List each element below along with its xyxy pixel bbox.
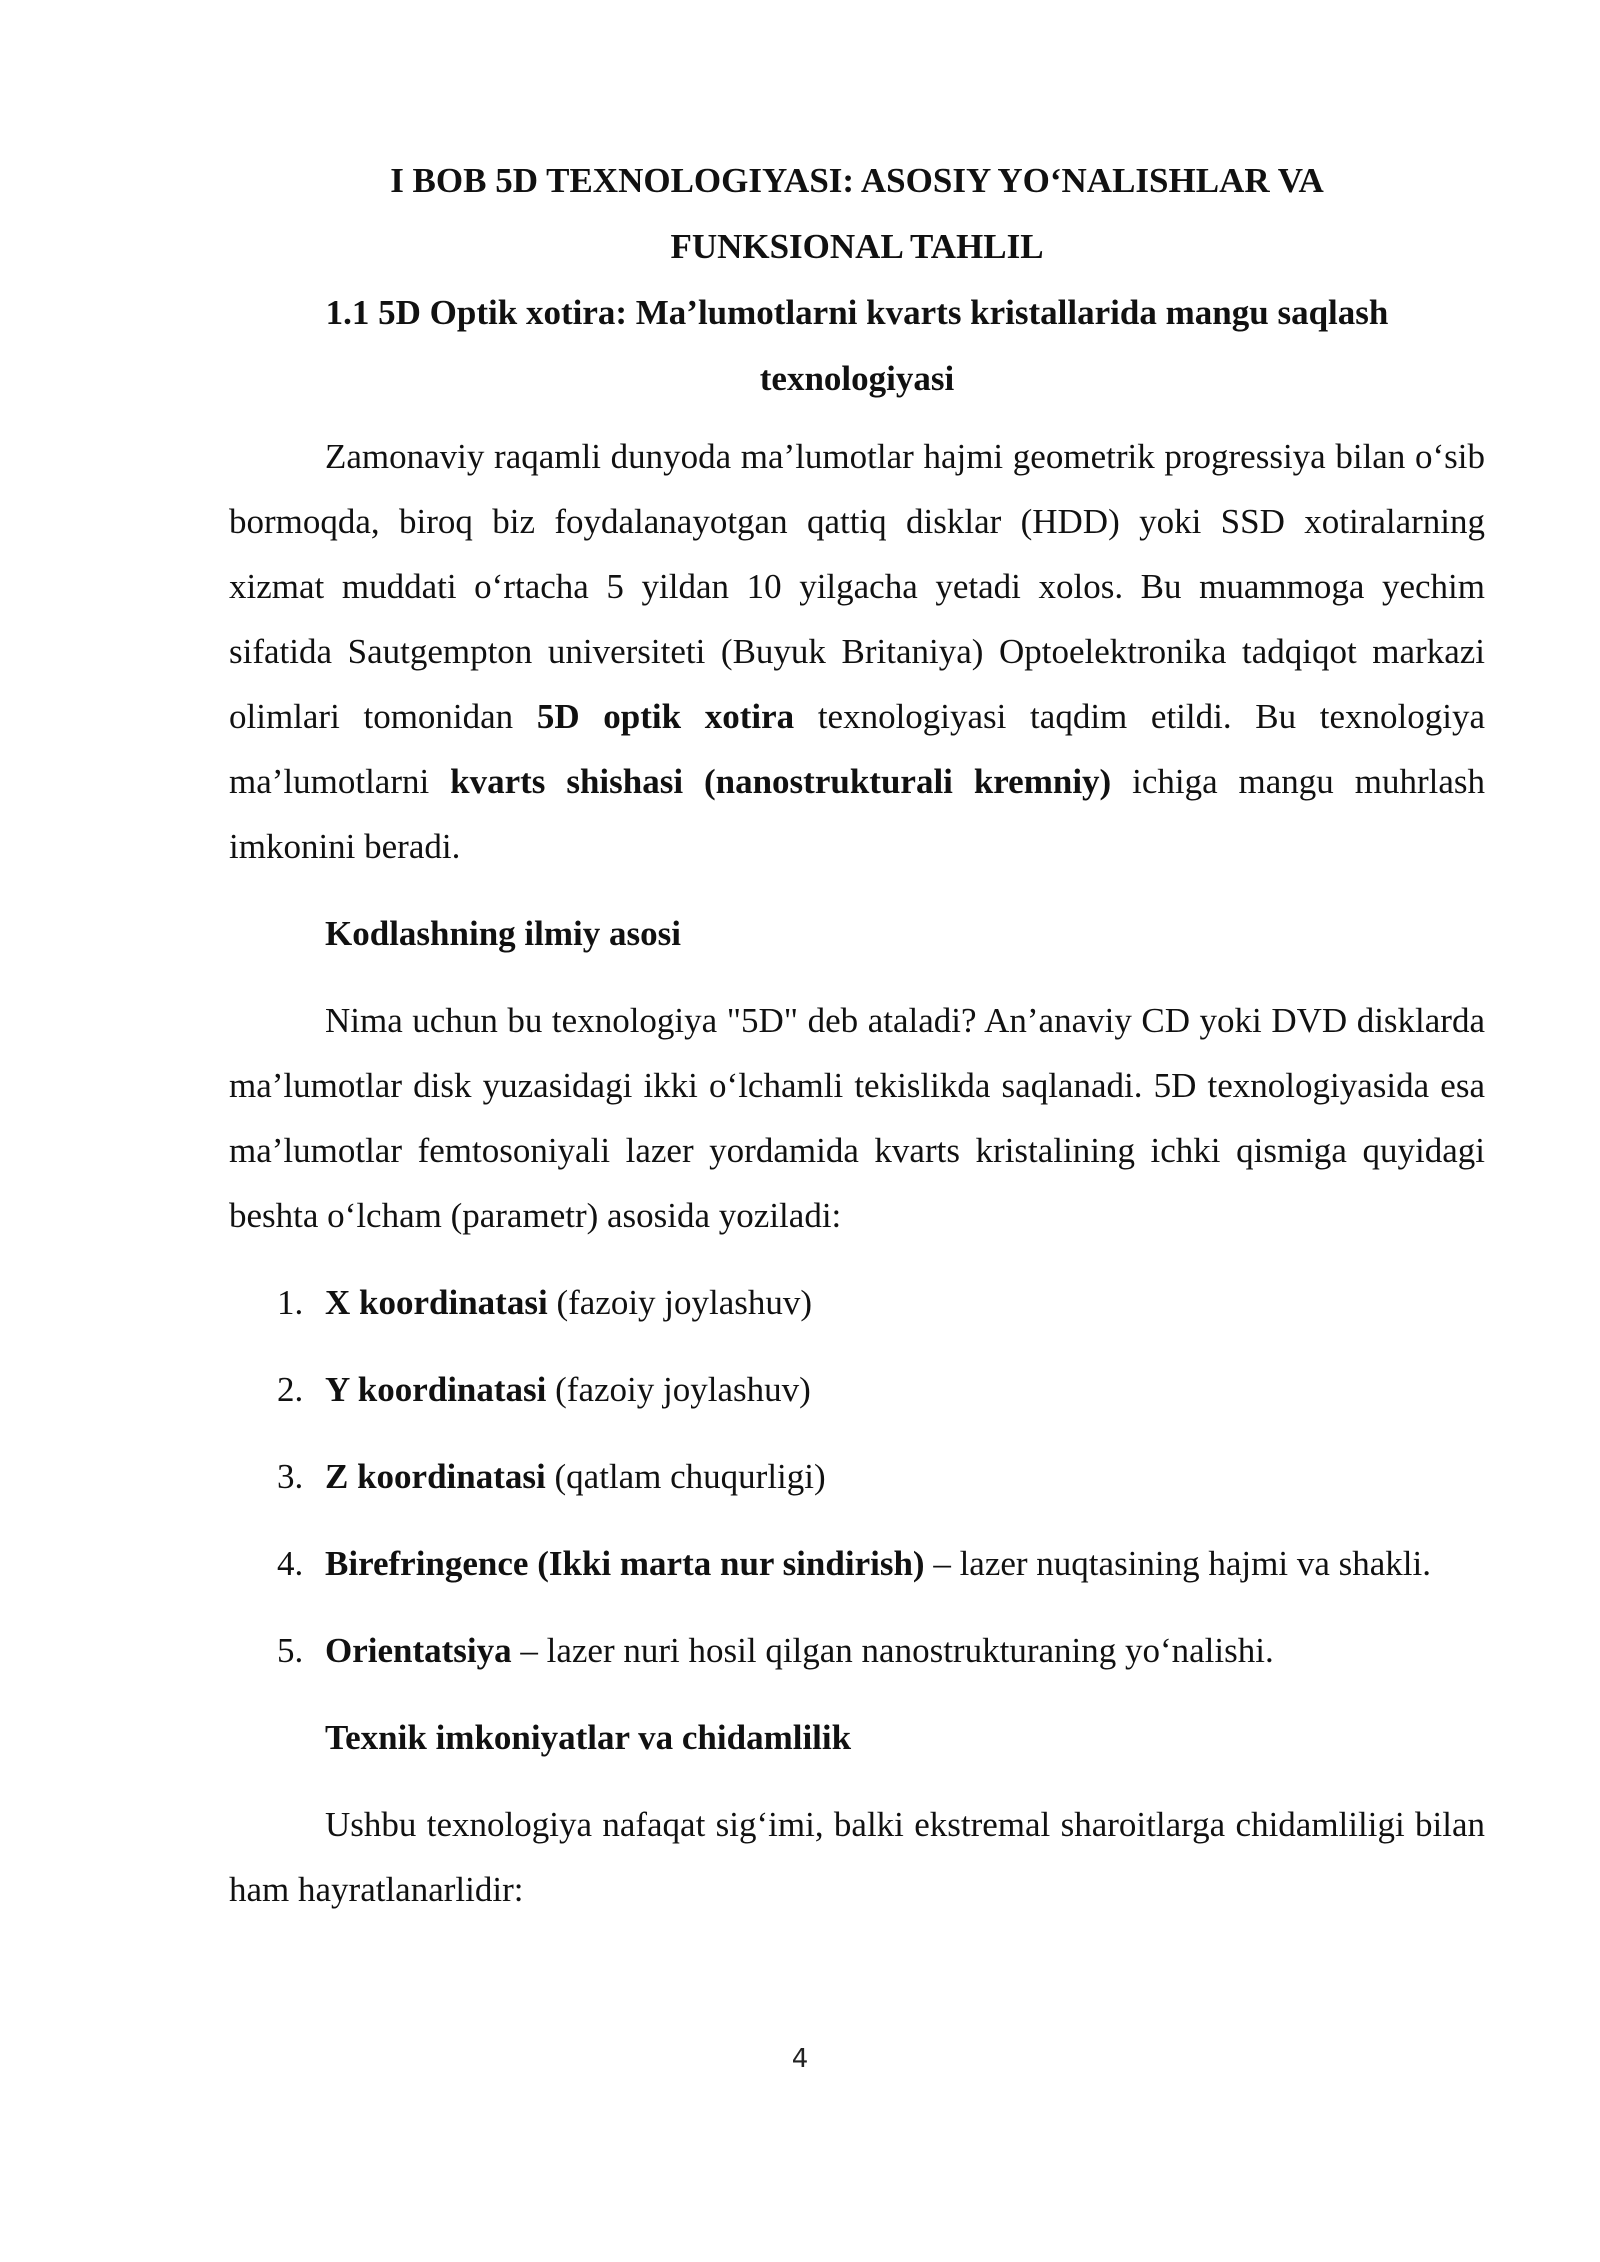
list-item	[229, 1444, 1485, 1509]
list-item-text: (qatlam chuqurligi)	[545, 1457, 826, 1496]
list-item-bold: Z koordinatasi	[325, 1457, 546, 1496]
list-item	[229, 1531, 1485, 1596]
list-item-number: 1.	[277, 1283, 304, 1322]
paragraph-intro-bold-2: kvarts shishasi (nanostrukturali kremniy)	[450, 762, 1112, 801]
page-number: 4	[791, 2044, 809, 2074]
dimensions-list	[229, 1270, 1485, 1683]
paragraph-coding: Nima uchun bu texnologiya "5D" deb ataladi? An’anaviy CD yoki DVD disklarda ma’lumotlar disk yuzasidagi ikki o‘lchamli tekislikda saqlanadi. 5D texnologiyasida esa ma’lumotlar femtosoniyali lazer yordamida kvarts kristalining ichki qismiga quyidagi beshta o‘lcham (parametr) asosida yoziladi:	[229, 1001, 1485, 1235]
list-item-text: – lazer nuqtasining hajmi va shakli.	[924, 1544, 1431, 1583]
list-item	[229, 1270, 1485, 1335]
list-item-number: 2.	[277, 1370, 304, 1409]
list-item-text: – lazer nuri hosil qilgan nanostrukturaning yo‘nalishi.	[511, 1631, 1274, 1670]
paragraph-intro-text-3: ichiga mangu muhrlash imkonini beradi.	[229, 762, 1485, 866]
chapter-title: I BOB 5D TEXNOLOGIYASI: ASOSIY YO‘NALISHLAR VA FUNKSIONAL TAHLIL	[390, 161, 1324, 266]
list-item-number: 3.	[277, 1457, 304, 1496]
list-item-bold: Orientatsiya	[325, 1631, 512, 1670]
list-item-number: 5.	[277, 1631, 304, 1670]
list-item-bold: X koordinatasi	[325, 1283, 548, 1322]
paragraph-intro-text-2: texnologiyasi taqdim etildi. Bu texnologiya ma’lumotlarni	[229, 697, 1485, 801]
subheading-technical-capabilities: Texnik imkoniyatlar va chidamlilik	[325, 1718, 852, 1757]
paragraph-intro-bold-1: 5D optik xotira	[536, 697, 795, 736]
subheading-coding-basis: Kodlashning ilmiy asosi	[325, 914, 681, 953]
list-item-number: 4.	[277, 1544, 304, 1583]
list-item	[229, 1618, 1485, 1683]
paragraph-durability: Ushbu texnologiya nafaqat sig‘imi, balki ekstremal sharoitlarga chidamliligi bilan ham hayratlanarlidir:	[229, 1805, 1485, 1909]
paragraph-intro-text-1: Zamonaviy raqamli dunyoda ma’lumotlar hajmi geometrik progressiya bilan o‘sib bormoqda, biroq biz foydalanayotgan qattiq disklar (HDD) yoki SSD xotiralarning xizmat muddati o‘rtacha 5 yildan 10 yilgacha yetadi xolos. Bu muammoga yechim sifatida Sautgempton universiteti (Buyuk Britaniya) Optoelektronika tadqiqot markazi olimlari tomonidan	[229, 437, 1485, 736]
list-item-text: (fazoiy joylashuv)	[547, 1283, 813, 1322]
page-content	[229, 148, 1485, 1922]
list-item-bold: Y koordinatasi	[325, 1370, 547, 1409]
paragraph-intro	[229, 424, 1485, 879]
list-item	[229, 1357, 1485, 1422]
section-title: 1.1 5D Optik xotira: Ma’lumotlarni kvarts kristallarida mangu saqlash texnologiyasi	[325, 293, 1389, 398]
list-item-text: (fazoiy joylashuv)	[546, 1370, 811, 1409]
list-item-bold: Birefringence (Ikki marta nur sindirish)	[325, 1544, 925, 1583]
